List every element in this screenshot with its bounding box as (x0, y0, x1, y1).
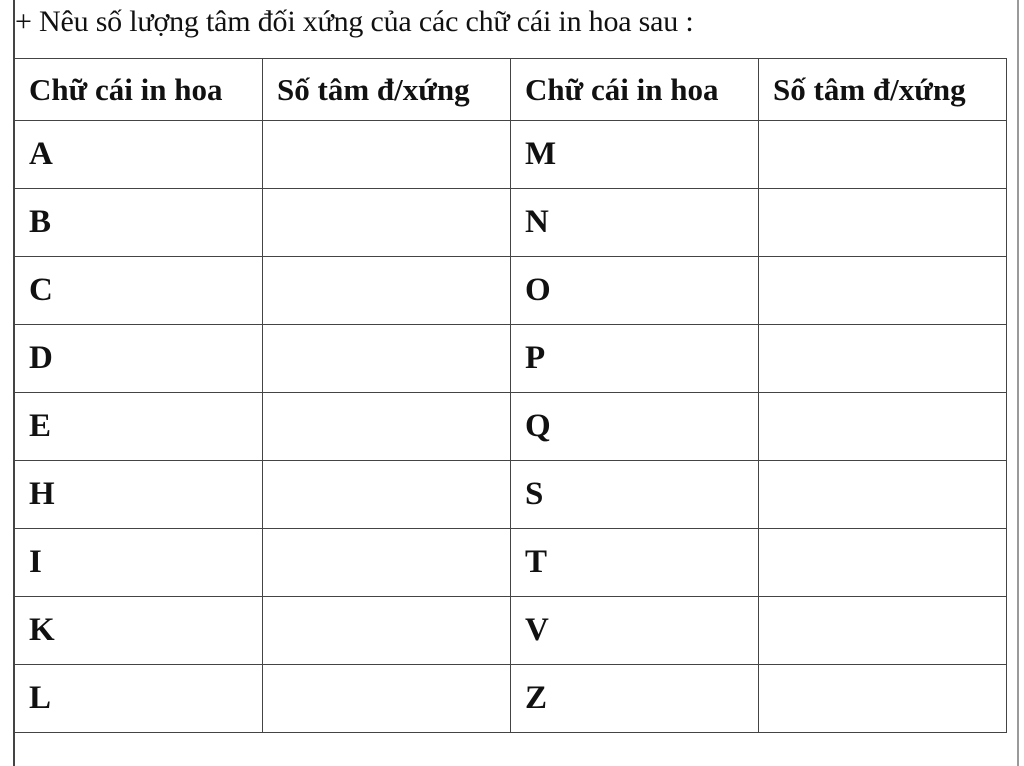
table-row (15, 665, 1007, 733)
letter-cell: B (15, 189, 263, 257)
letter-cell: A (15, 121, 263, 189)
letter-cell: I (15, 529, 263, 597)
letter-cell: N (511, 189, 759, 257)
letter-cell: M (511, 121, 759, 189)
count-cell[interactable] (759, 189, 1007, 257)
table-row (15, 325, 1007, 393)
header-letter-left: Chữ cái in hoa (15, 59, 263, 121)
letter-cell: V (511, 597, 759, 665)
table-row (15, 529, 1007, 597)
count-cell[interactable] (263, 325, 511, 393)
table-row (15, 597, 1007, 665)
count-cell[interactable] (263, 529, 511, 597)
count-cell[interactable] (759, 529, 1007, 597)
table-header-row (15, 59, 1007, 121)
count-cell[interactable] (759, 665, 1007, 733)
count-cell[interactable] (263, 461, 511, 529)
count-cell[interactable] (759, 597, 1007, 665)
count-cell[interactable] (263, 665, 511, 733)
count-cell[interactable] (759, 325, 1007, 393)
count-cell[interactable] (759, 461, 1007, 529)
header-letter-right: Chữ cái in hoa (511, 59, 759, 121)
table-row (15, 121, 1007, 189)
letter-cell: Q (511, 393, 759, 461)
page-border-right (1017, 0, 1019, 766)
symmetry-center-table (14, 58, 1007, 733)
count-cell[interactable] (263, 393, 511, 461)
letter-cell: D (15, 325, 263, 393)
count-cell[interactable] (263, 257, 511, 325)
letter-cell: S (511, 461, 759, 529)
count-cell[interactable] (759, 257, 1007, 325)
count-cell[interactable] (263, 597, 511, 665)
letter-cell: P (511, 325, 759, 393)
letter-cell: E (15, 393, 263, 461)
table-row (15, 461, 1007, 529)
count-cell[interactable] (759, 393, 1007, 461)
table-row (15, 189, 1007, 257)
letter-cell: Z (511, 665, 759, 733)
instruction-text: + Nêu số lượng tâm đối xứng của các chữ cái in hoa sau : (15, 5, 694, 38)
count-cell[interactable] (263, 121, 511, 189)
letter-cell: K (15, 597, 263, 665)
table-row (15, 393, 1007, 461)
table-row (15, 257, 1007, 325)
letter-cell: C (15, 257, 263, 325)
letter-cell: H (15, 461, 263, 529)
letter-cell: T (511, 529, 759, 597)
letter-cell: L (15, 665, 263, 733)
count-cell[interactable] (263, 189, 511, 257)
count-cell[interactable] (759, 121, 1007, 189)
header-count-right: Số tâm đ/xứng (759, 59, 1007, 121)
letter-cell: O (511, 257, 759, 325)
header-count-left: Số tâm đ/xứng (263, 59, 511, 121)
